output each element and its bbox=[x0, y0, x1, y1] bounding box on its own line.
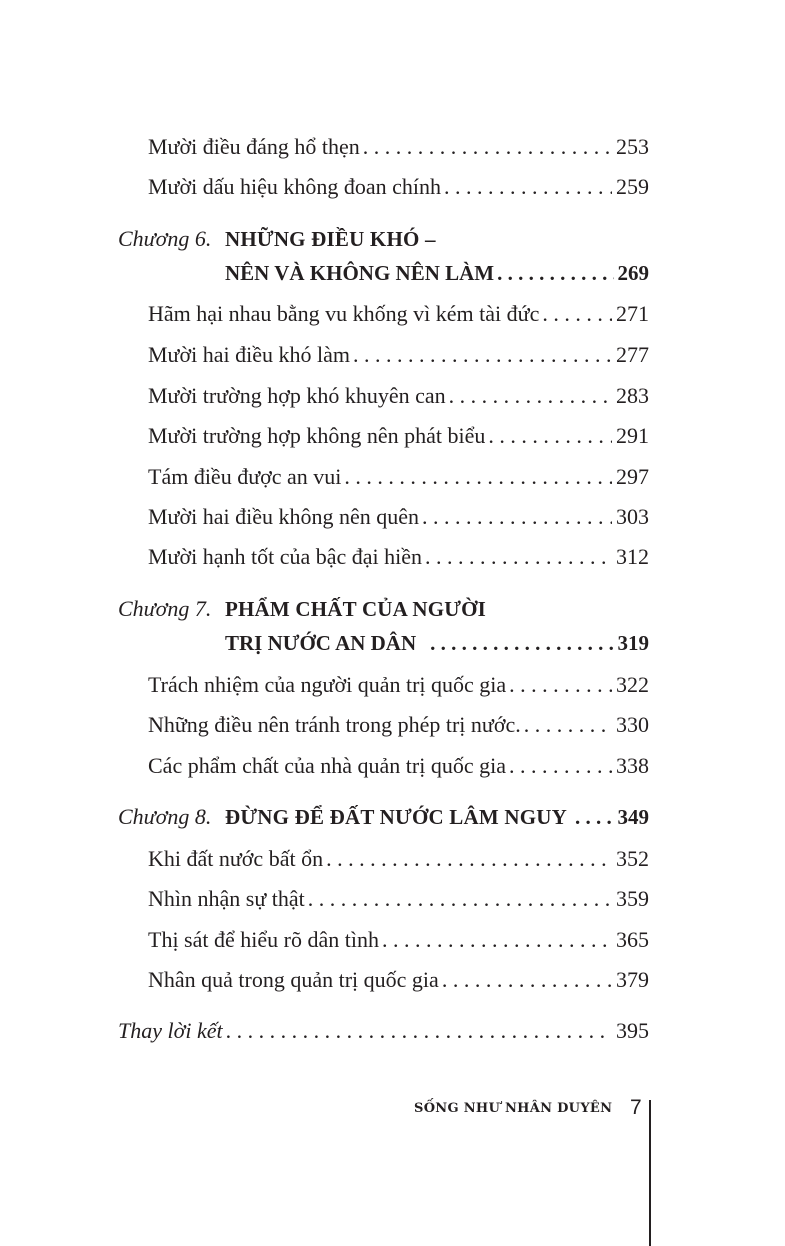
toc-entry-title: Nhìn nhận sự thật bbox=[148, 886, 305, 911]
toc-entry-page: 271 bbox=[616, 301, 649, 326]
toc-entry bbox=[148, 503, 649, 531]
chapter-page: 319 bbox=[617, 631, 649, 655]
chapter-page: 349 bbox=[617, 805, 649, 829]
leader-dots bbox=[449, 382, 612, 410]
leader-dots bbox=[524, 711, 612, 739]
toc-entry bbox=[148, 926, 649, 954]
chapter-heading-line2 bbox=[225, 629, 649, 657]
toc-entry bbox=[148, 885, 649, 913]
toc-entry-page: 352 bbox=[616, 846, 649, 871]
toc-entry-title: Mười trường hợp không nên phát biểu bbox=[148, 423, 486, 448]
toc-entry bbox=[148, 382, 649, 410]
toc-entry-title: Mười hạnh tốt của bậc đại hiền bbox=[148, 544, 423, 569]
leader-dots bbox=[344, 463, 612, 491]
leader-dots bbox=[444, 173, 612, 201]
toc-closing-entry bbox=[118, 1017, 649, 1045]
toc-entry bbox=[148, 300, 649, 328]
toc-entry-page: 253 bbox=[616, 134, 649, 159]
toc-entry-title: Khi đất nước bất ổn bbox=[148, 846, 324, 871]
chapter-title-line1: NHỮNG ĐIỀU KHÓ – bbox=[225, 227, 436, 251]
toc-entry bbox=[148, 463, 649, 491]
toc-entry bbox=[148, 671, 649, 699]
toc-entry-title: Mười hai điều không nên quên bbox=[148, 504, 420, 529]
leader-dots bbox=[422, 503, 612, 531]
chapter-title-line1: PHẨM CHẤT CỦA NGƯỜI bbox=[225, 597, 487, 621]
toc-entry-page: 395 bbox=[616, 1018, 649, 1043]
toc-entry-title: Thị sát để hiểu rõ dân tình bbox=[148, 927, 379, 952]
leader-dots bbox=[442, 966, 612, 994]
toc-entry-title: Hãm hại nhau bằng vu khống vì kém tài đức bbox=[148, 301, 540, 326]
toc-entry-page: 303 bbox=[616, 504, 649, 529]
toc-entry-page: 312 bbox=[616, 544, 649, 569]
toc-entry-title: Các phẩm chất của nhà quản trị quốc gia bbox=[148, 753, 506, 778]
toc-entry bbox=[148, 173, 649, 201]
leader-dots bbox=[488, 422, 612, 450]
chapter-page: 269 bbox=[617, 261, 649, 285]
toc-entry-title: Nhân quả trong quản trị quốc gia bbox=[148, 967, 439, 992]
toc-entry-title: Mười hai điều khó làm bbox=[148, 342, 350, 367]
leader-dots bbox=[575, 803, 614, 831]
chapter-heading bbox=[118, 803, 649, 831]
toc-entry-page: 291 bbox=[616, 423, 649, 448]
toc-entry-title: Mười điều đáng hổ thẹn bbox=[148, 134, 360, 159]
toc-entry bbox=[148, 752, 649, 780]
toc-entry-page: 259 bbox=[616, 174, 649, 199]
toc-entry bbox=[148, 845, 649, 873]
toc-entry-page: 365 bbox=[616, 927, 649, 952]
leader-dots bbox=[430, 629, 613, 657]
toc-entry-page: 322 bbox=[616, 672, 649, 697]
toc-entry-title: Mười trường hợp khó khuyên can bbox=[148, 383, 446, 408]
chapter-heading-line2 bbox=[225, 259, 649, 287]
toc-entry-page: 330 bbox=[616, 712, 649, 737]
leader-dots bbox=[509, 671, 612, 699]
chapter-title-line2: NÊN VÀ KHÔNG NÊN LÀM bbox=[225, 261, 495, 285]
toc-entry bbox=[148, 341, 649, 369]
toc-entry bbox=[148, 133, 649, 161]
leader-dots bbox=[382, 926, 612, 954]
leader-dots bbox=[425, 543, 612, 571]
page-number: 7 bbox=[630, 1096, 642, 1119]
running-footer-title: SỐNG NHƯ NHÂN DUYÊN bbox=[414, 1101, 613, 1116]
leader-dots bbox=[308, 885, 612, 913]
chapter-heading bbox=[118, 595, 649, 623]
chapter-title-line2: TRỊ NƯỚC AN DÂN bbox=[225, 631, 417, 655]
leader-dots bbox=[497, 259, 613, 287]
leader-dots bbox=[542, 300, 612, 328]
chapter-label: Chương 6. bbox=[118, 226, 212, 251]
toc-entry-title: Trách nhiệm của người quản trị quốc gia bbox=[148, 672, 507, 697]
toc-entry bbox=[148, 711, 649, 739]
leader-dots bbox=[363, 133, 612, 161]
leader-dots bbox=[226, 1017, 612, 1045]
chapter-heading bbox=[118, 225, 649, 253]
chapter-title-line1: ĐỪNG ĐỂ ĐẤT NƯỚC LÂM NGUY bbox=[225, 805, 567, 829]
leader-dots bbox=[326, 845, 612, 873]
toc-entry bbox=[148, 543, 649, 571]
toc-entry-page: 359 bbox=[616, 886, 649, 911]
toc-entry-title: Mười dấu hiệu không đoan chính bbox=[148, 174, 442, 199]
toc-entry-title: Thay lời kết bbox=[118, 1018, 223, 1043]
toc-entry-page: 283 bbox=[616, 383, 649, 408]
toc-entry-title: Những điều nên tránh trong phép trị nước. bbox=[148, 712, 521, 737]
toc-entry-page: 297 bbox=[616, 464, 649, 489]
chapter-label: Chương 7. bbox=[118, 596, 212, 621]
toc-entry-page: 338 bbox=[616, 753, 649, 778]
toc-entry-page: 277 bbox=[616, 342, 649, 367]
toc-entry-title: Tám điều được an vui bbox=[148, 464, 342, 489]
toc-entry bbox=[148, 422, 649, 450]
toc-entry-page: 379 bbox=[616, 967, 649, 992]
leader-dots bbox=[353, 341, 612, 369]
chapter-label: Chương 8. bbox=[118, 804, 212, 829]
leader-dots bbox=[509, 752, 612, 780]
toc-entry bbox=[148, 966, 649, 994]
vertical-rule bbox=[649, 1100, 651, 1246]
